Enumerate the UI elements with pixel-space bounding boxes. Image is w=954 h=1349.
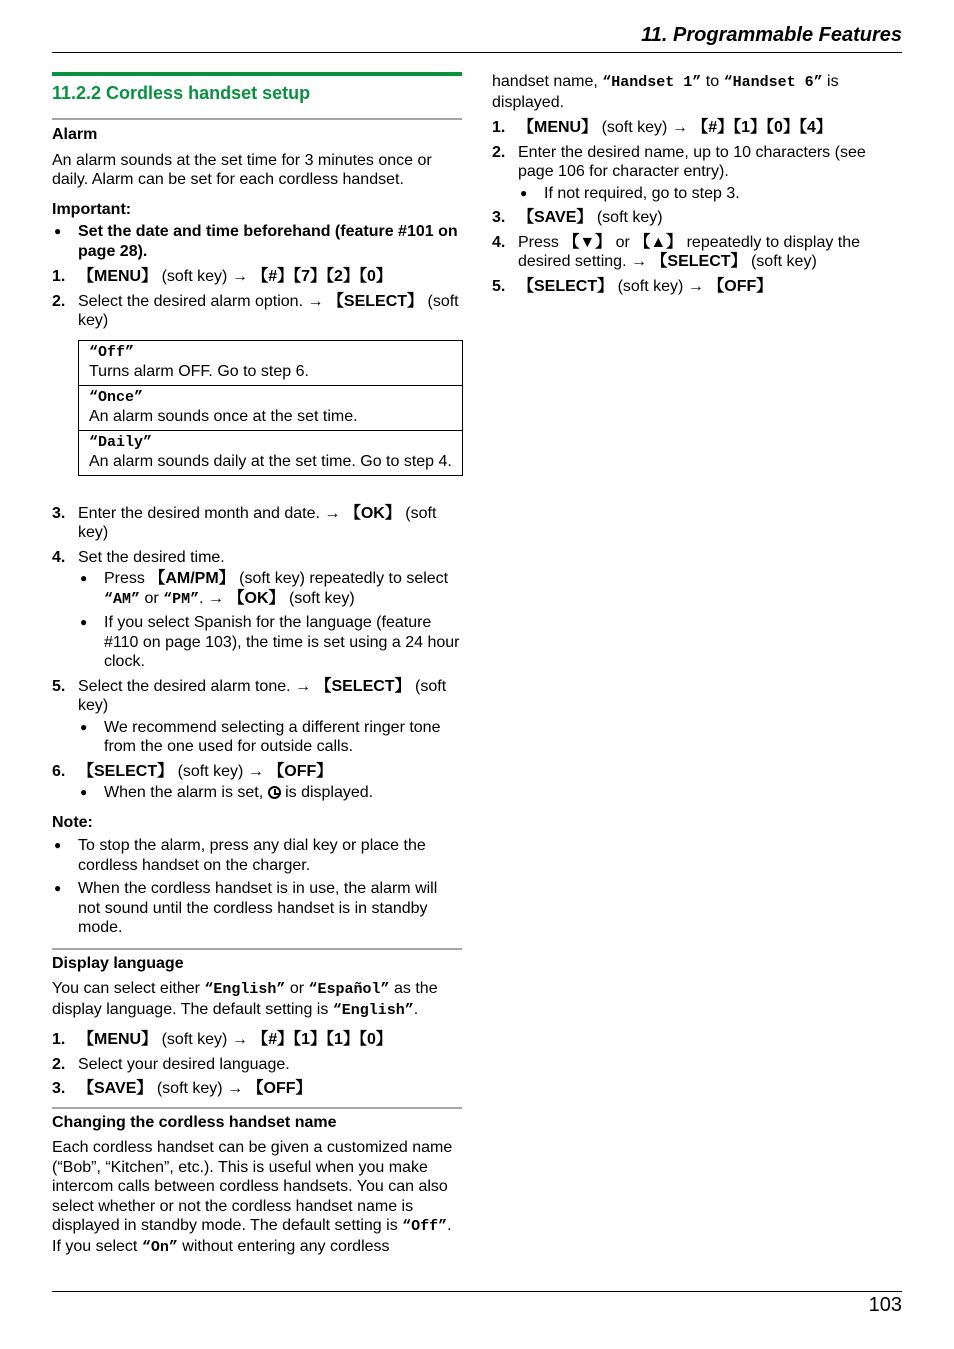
handset-name-intro-cont: handset name, “Handset 1” to “Handset 6” is displayed.	[492, 73, 839, 111]
name-step-3: 3. 【SAVE】 (soft key)	[492, 209, 663, 226]
name-step-2: 2. Enter the desired name, up to 10 characters (see page 106 for character entry). ● If not required, go to step 3.	[492, 143, 902, 204]
alarm-step-4: 4. Set the desired time. ● Press 【AM/PM】 (soft key) repeatedly to select “AM” or “PM”. → 【OK】 (soft key) ● If you select Spanish for the language (feature #110 on page 103), the time is set using a 24 hour clock.	[52, 548, 462, 672]
bullet-icon: ●	[80, 571, 88, 585]
display-language-section	[52, 948, 462, 1099]
display-language-steps	[52, 1030, 462, 1099]
handset-name-steps	[492, 118, 902, 296]
section-title: 11.2.2 Cordless handset setup	[52, 72, 462, 120]
alarm-step-3: 3. Enter the desired month and date. → 【OK】 (soft key)	[52, 504, 437, 541]
bullet-icon: ●	[54, 881, 62, 895]
name-step-1: 1. 【MENU】 (soft key) → 【#】【1】【0】【4】	[492, 119, 832, 136]
handset-name-intro: Each cordless handset can be given a customized name (“Bob”, “Kitchen”, etc.). This is useful when you make intercom calls between cordless handsets. You can also select whether or not the cordless handset name is displayed in standby mode. The default setting is “Off”. If you select “On” without entering any cordless	[52, 1139, 453, 1256]
option-once: “Once” An alarm sounds once at the set time.	[79, 386, 462, 431]
name-step-5: 5. 【SELECT】 (soft key) → 【OFF】	[492, 277, 773, 295]
handset-name-section	[52, 1107, 462, 1258]
bullet-icon: ●	[80, 785, 88, 799]
bullet-icon: ●	[520, 185, 528, 200]
display-language-intro: You can select either “English” or “Español” as the display language. The default setting is “English”.	[52, 980, 438, 1019]
arrow-icon: →	[324, 504, 341, 522]
option-daily: “Daily” An alarm sounds daily at the set time. Go to step 4.	[89, 433, 452, 470]
display-language-heading: Display language	[52, 954, 184, 972]
arrow-icon: →	[227, 1080, 244, 1097]
arrow-icon: →	[630, 253, 647, 270]
arrow-icon: →	[671, 119, 688, 136]
important-label: Important:	[52, 200, 132, 218]
important-list	[52, 222, 462, 261]
bullet-icon: ●	[54, 838, 62, 852]
list-item: ● Press 【AM/PM】 (soft key) repeatedly to select “AM” or “PM”. → 【OK】 (soft key)	[80, 570, 449, 608]
arrow-icon: →	[307, 292, 324, 310]
alarm-intro: An alarm sounds at the set time for 3 minutes once or daily. Alarm can be set for each cordless handset.	[52, 151, 432, 188]
bullet-icon: ●	[80, 615, 88, 629]
list-item: ● We recommend selecting a different ringer tone from the one used for outside calls.	[80, 718, 441, 755]
option-off: “Off” Turns alarm OFF. Go to step 6.	[79, 341, 462, 386]
list-item: ● When the alarm is set, is displayed.	[80, 784, 374, 801]
alarm-clock-icon	[268, 786, 281, 799]
left-column	[52, 72, 462, 1257]
down-key-icon: 【▼】	[563, 233, 612, 251]
lang-step-1: 1. 【MENU】 (soft key) → 【#】【1】【1】【0】	[52, 1031, 392, 1048]
bullet-icon: ●	[80, 719, 88, 734]
alarm-options-table	[78, 340, 463, 476]
list-item: ● If not required, go to step 3.	[520, 184, 740, 202]
arrow-icon: →	[687, 277, 704, 295]
lang-step-2: 2. Select your desired language.	[52, 1055, 290, 1073]
alarm-steps	[52, 267, 462, 331]
handset-name-heading: Changing the cordless handset name	[52, 1113, 337, 1131]
up-key-icon: 【▲】	[634, 233, 683, 251]
name-step-4: 4. Press 【▼】 or 【▲】 repeatedly to display the desired setting. → 【SELECT】 (soft key)	[492, 233, 861, 270]
chapter-title: 11. Programmable Features	[641, 24, 902, 46]
page-number: 103	[868, 1294, 902, 1316]
list-item: ● Set the date and time beforehand (feature #101 on page 28).	[54, 223, 458, 260]
right-column	[492, 72, 902, 301]
arrow-icon: →	[231, 1031, 248, 1048]
alarm-step-2: 2. Select the desired alarm option. → 【SELECT】 (soft key)	[52, 292, 459, 329]
alarm-step-5: 5. Select the desired alarm tone. → 【SELECT】 (soft key) ● We recommend selecting a different ringer tone from the one used for outside calls.	[52, 677, 462, 757]
page-header	[52, 22, 902, 53]
alarm-step-6: 6. 【SELECT】 (soft key) → 【OFF】 ● When the alarm is set, is displayed.	[52, 762, 462, 803]
bullet-icon: ●	[54, 224, 62, 238]
alarm-step-1: 1. 【MENU】 (soft key) → 【#】【7】【2】【0】	[52, 268, 392, 285]
arrow-icon: →	[247, 762, 264, 780]
arrow-icon: →	[231, 268, 248, 285]
arrow-icon: →	[208, 589, 225, 607]
lang-step-3: 3. 【SAVE】 (soft key) → 【OFF】	[52, 1080, 312, 1097]
note-label: Note:	[52, 813, 93, 831]
alarm-steps-cont	[52, 504, 462, 803]
list-item: ● When the cordless handset is in use, the alarm will not sound until the cordless handset is in standby mode.	[54, 880, 438, 936]
arrow-icon: →	[295, 677, 312, 695]
list-item: ● To stop the alarm, press any dial key or place the cordless handset on the charger.	[54, 837, 426, 874]
list-item: ● If you select Spanish for the language (feature #110 on page 103), the time is set using a 24 hour clock.	[80, 614, 460, 670]
page-footer	[52, 1291, 902, 1316]
notes-list	[52, 836, 462, 938]
alarm-heading: Alarm	[52, 126, 98, 143]
